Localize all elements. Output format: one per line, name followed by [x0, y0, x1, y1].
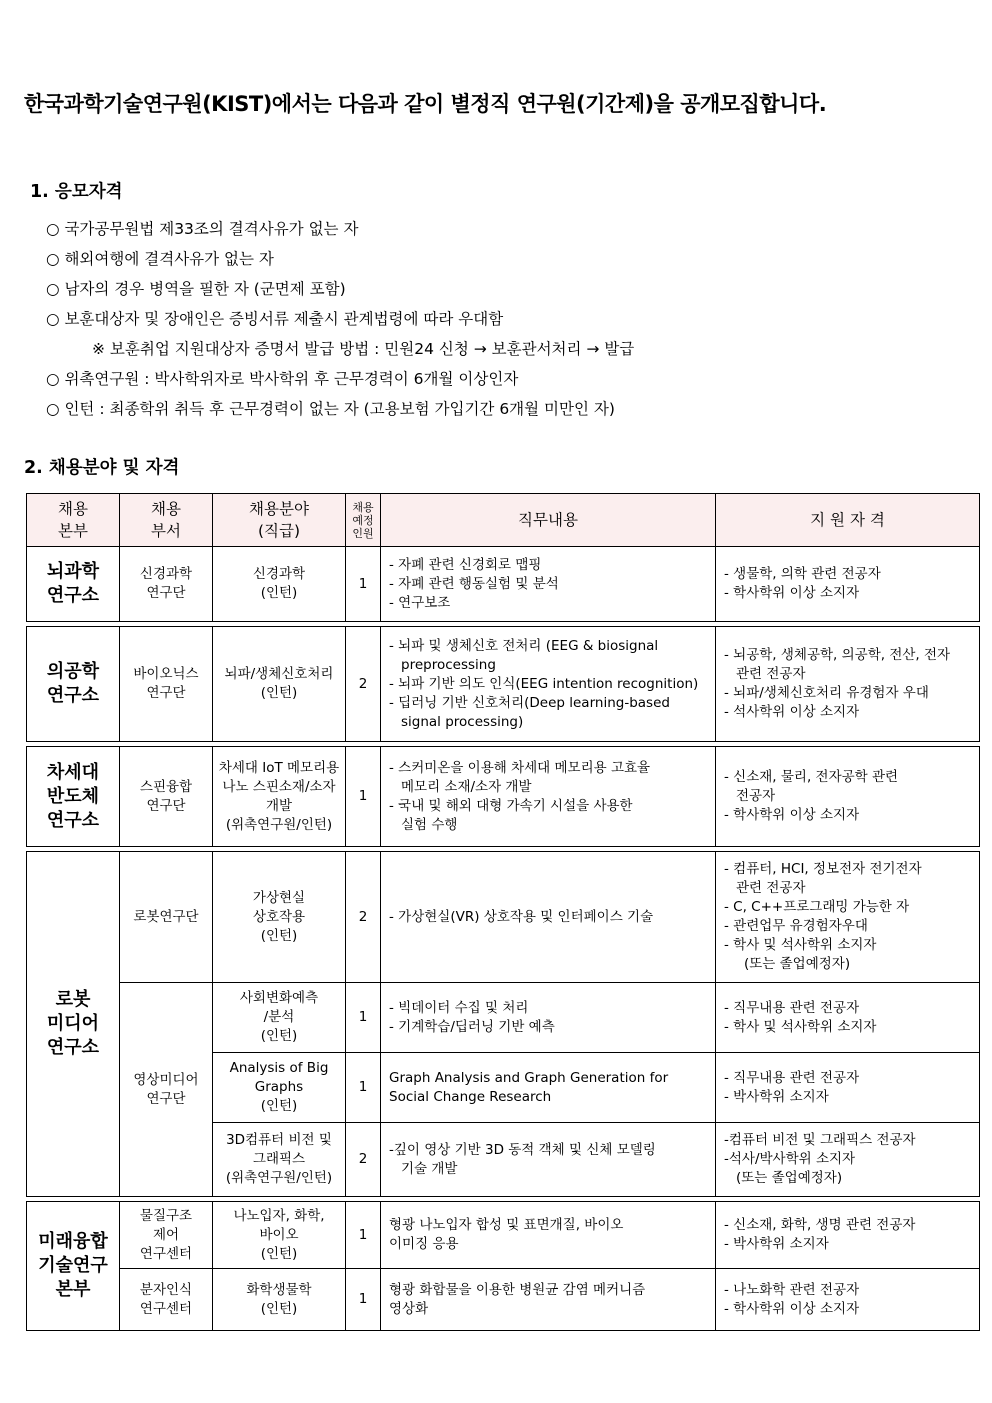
- header-count: 채용 예정 인원: [346, 494, 381, 547]
- count-cell: 2: [346, 627, 381, 742]
- qualification-cell: - 신소재, 물리, 전자공학 관련 전공자 - 학사학위 이상 소지자: [716, 747, 980, 847]
- dept-cell: 바이오닉스 연구단: [120, 627, 213, 742]
- division-cell: 차세대 반도체 연구소: [27, 747, 120, 847]
- qualification-cell: - 뇌공학, 생체공학, 의공학, 전산, 전자 관련 전공자 - 뇌파/생체신호처리 유경험자 우대 - 석사학위 이상 소지자: [716, 627, 980, 742]
- qualification-cell: - 컴퓨터, HCI, 정보전자 전기전자 관련 전공자 - C, C++프로그래밍 가능한 자 - 관련업무 유경험자우대 - 학사 및 석사학위 소지자 (또는 졸업예정자): [716, 852, 980, 983]
- section-2-heading: 2. 채용분야 및 자격: [24, 458, 180, 478]
- header-duty: 직무내용: [381, 494, 716, 547]
- qualification-item: ○ 해외여행에 결격사유가 없는 자: [46, 250, 274, 268]
- dept-cell: 스핀융합 연구단: [120, 747, 213, 847]
- count-cell: 2: [346, 852, 381, 983]
- field-cell: 가상현실 상호작용 (인턴): [213, 852, 346, 983]
- field-cell: 차세대 IoT 메모리용 나노 스핀소재/소자 개발 (위촉연구원/인턴): [213, 747, 346, 847]
- dept-cell: 물질구조 제어 연구센터: [120, 1202, 213, 1269]
- count-cell: 1: [346, 1269, 381, 1331]
- duty-cell: - 가상현실(VR) 상호작용 및 인터페이스 기술: [381, 852, 716, 983]
- table-row: [27, 1269, 980, 1331]
- duty-cell: - 뇌파 및 생체신호 전처리 (EEG & biosignal preprocessing - 뇌파 기반 의도 인식(EEG intention recognition) - 딥러닝 기반 신호처리(Deep learning-based signal processing): [381, 627, 716, 742]
- field-cell: 화학생물학 (인턴): [213, 1269, 346, 1331]
- qualification-cell: - 직무내용 관련 전공자 - 학사 및 석사학위 소지자: [716, 983, 980, 1053]
- qualification-item: ○ 국가공무원법 제33조의 결격사유가 없는 자: [46, 220, 359, 238]
- table-row: [27, 627, 980, 742]
- dept-cell: 로봇연구단: [120, 852, 213, 983]
- header-field: 채용분야 (직급): [213, 494, 346, 547]
- division-cell: 의공학 연구소: [27, 627, 120, 742]
- header-dept: 채용 부서: [120, 494, 213, 547]
- recruitment-table-wrapper: [26, 493, 979, 1331]
- division-cell: 미래융합 기술연구 본부: [27, 1202, 120, 1331]
- duty-cell: Graph Analysis and Graph Generation for Social Change Research: [381, 1053, 716, 1123]
- table-row: [27, 852, 980, 983]
- dept-cell: 신경과학 연구단: [120, 547, 213, 622]
- table-row: [27, 747, 980, 847]
- division-cell: 로봇 미디어 연구소: [27, 852, 120, 1197]
- duty-cell: -깊이 영상 기반 3D 동적 객체 및 신체 모델링 기술 개발: [381, 1123, 716, 1197]
- qualification-cell: - 나노화학 관련 전공자 - 학사학위 이상 소지자: [716, 1269, 980, 1331]
- header-division: 채용 본부: [27, 494, 120, 547]
- field-cell: 3D컴퓨터 비전 및 그래픽스 (위촉연구원/인턴): [213, 1123, 346, 1197]
- qualification-cell: - 신소재, 화학, 생명 관련 전공자 - 박사학위 소지자: [716, 1202, 980, 1269]
- dept-cell: 분자인식 연구센터: [120, 1269, 213, 1331]
- table-row: [27, 547, 980, 622]
- veteran-certificate-note: ※ 보훈취업 지원대상자 증명서 발급 방법 : 민원24 신청 → 보훈관서처리 → 발급: [92, 340, 635, 358]
- qualification-cell: - 생물학, 의학 관련 전공자 - 학사학위 이상 소지자: [716, 547, 980, 622]
- qualification-cell: -컴퓨터 비전 및 그래픽스 전공자 -석사/박사학위 소지자 (또는 졸업예정자): [716, 1123, 980, 1197]
- recruitment-table: [26, 493, 980, 1331]
- duty-cell: - 빅데이터 수집 및 처리 - 기계학습/딥러닝 기반 예측: [381, 983, 716, 1053]
- dept-cell: 영상미디어 연구단: [120, 983, 213, 1197]
- duty-cell: - 자폐 관련 신경회로 맵핑 - 자폐 관련 행동실험 및 분석 - 연구보조: [381, 547, 716, 622]
- table-header-row: [27, 494, 980, 547]
- qualification-item: ○ 남자의 경우 병역을 필한 자 (군면제 포함): [46, 280, 346, 298]
- count-cell: 2: [346, 1123, 381, 1197]
- qualification-cell: - 직무내용 관련 전공자 - 박사학위 소지자: [716, 1053, 980, 1123]
- duty-cell: 형광 화합물을 이용한 병원균 감염 메커니즘 영상화: [381, 1269, 716, 1331]
- division-cell: 뇌과학 연구소: [27, 547, 120, 622]
- field-cell: 신경과학 (인턴): [213, 547, 346, 622]
- qualification-list: [46, 214, 946, 424]
- field-cell: Analysis of Big Graphs (인턴): [213, 1053, 346, 1123]
- table-row: [27, 983, 980, 1053]
- count-cell: 1: [346, 1202, 381, 1269]
- duty-cell: 형광 나노입자 합성 및 표면개질, 바이오 이미징 응용: [381, 1202, 716, 1269]
- header-qualification: 지 원 자 격: [716, 494, 980, 547]
- section-1-heading: 1. 응모자격: [30, 182, 123, 202]
- count-cell: 1: [346, 983, 381, 1053]
- qualification-item: ○ 인턴 : 최종학위 취득 후 근무경력이 없는 자 (고용보험 가입기간 6개월 미만인 자): [46, 400, 615, 418]
- count-cell: 1: [346, 547, 381, 622]
- field-cell: 사회변화예측 /분석 (인턴): [213, 983, 346, 1053]
- qualification-item: ○ 위촉연구원 : 박사학위자로 박사학위 후 근무경력이 6개월 이상인자: [46, 370, 519, 388]
- duty-cell: - 스커미온을 이용해 차세대 메모리용 고효율 메모리 소재/소자 개발 - 국내 및 해외 대형 가속기 시설을 사용한 실험 수행: [381, 747, 716, 847]
- field-cell: 뇌파/생체신호처리 (인턴): [213, 627, 346, 742]
- table-row: [27, 1202, 980, 1269]
- count-cell: 1: [346, 1053, 381, 1123]
- field-cell: 나노입자, 화학, 바이오 (인턴): [213, 1202, 346, 1269]
- count-cell: 1: [346, 747, 381, 847]
- qualification-item: ○ 보훈대상자 및 장애인은 증빙서류 제출시 관계법령에 따라 우대함: [46, 310, 504, 328]
- page-title: 한국과학기술연구원(KIST)에서는 다음과 같이 별정직 연구원(기간제)을 공개모집합니다.: [24, 92, 827, 116]
